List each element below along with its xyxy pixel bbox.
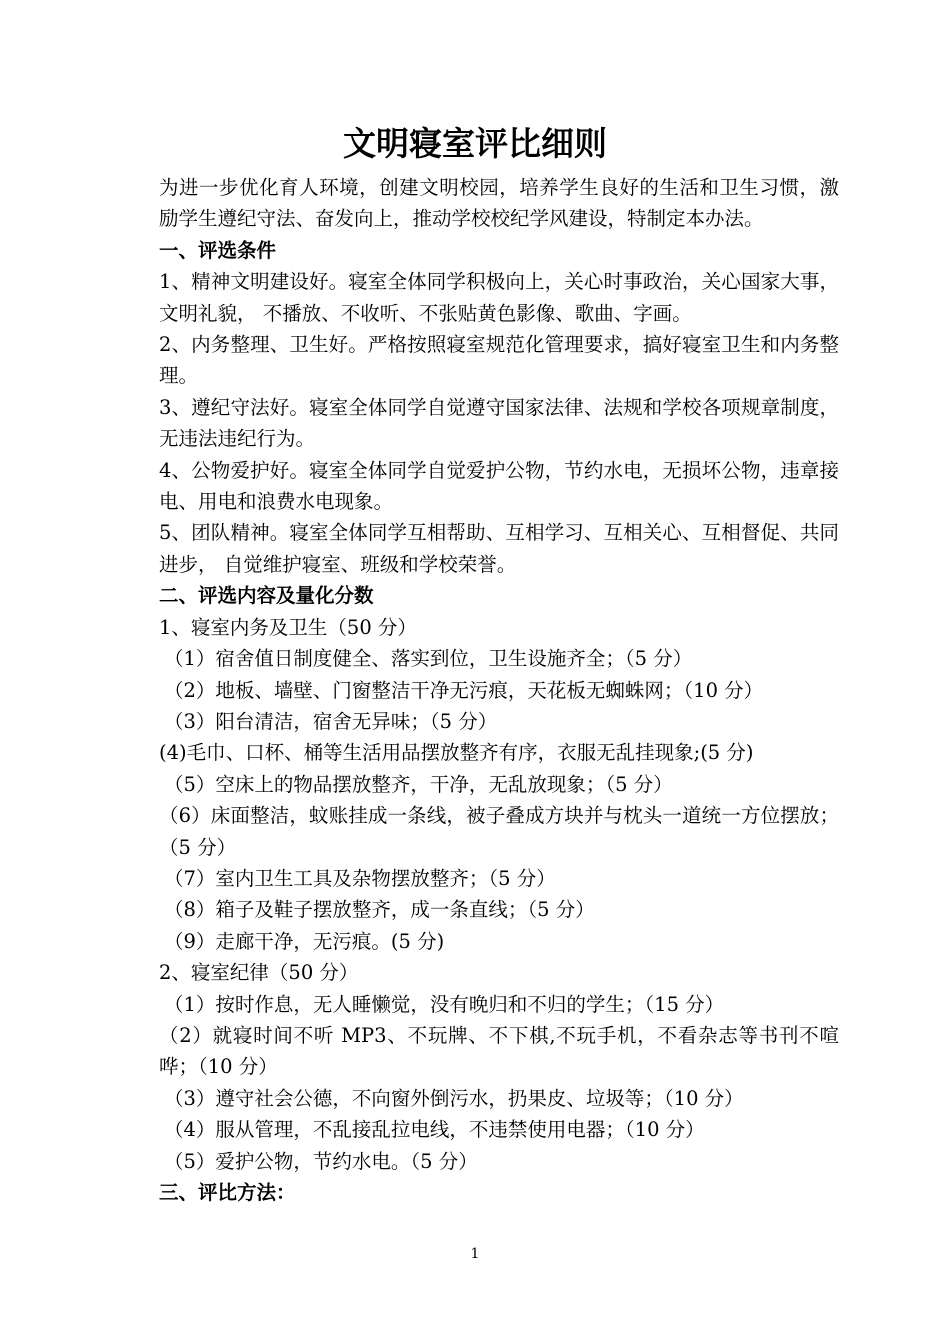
page-title: 文明寝室评比细则 — [343, 124, 607, 163]
criteria-item-2: 2、内务整理、卫生好。严格按照寝室规范化管理要求，搞好寝室卫生和内务整理。 — [159, 333, 839, 388]
document-body — [113, 172, 839, 1208]
discipline-item-1: （1）按时作息，无人睡懒觉，没有晚归和不归的学生；（15 分） — [164, 992, 725, 1016]
hygiene-item-4: (4)毛巾、口杯、桶等生活用品摆放整齐有序，衣服无乱挂现象;(5 分) — [159, 741, 754, 765]
criteria-item-4: 4、公物爱护好。寝室全体同学自觉爱护公物，节约水电，无损坏公物，违章接电、用电和浪费水电现象。 — [159, 458, 839, 514]
hygiene-item-3: （3）阳台清洁，宿舍无异味；（5 分） — [164, 709, 498, 733]
hygiene-item-5: （5）空床上的物品摆放整齐，干净，无乱放现象；（5 分） — [164, 772, 673, 796]
hygiene-item-8: （8）箱子及鞋子摆放整齐，成一条直线；（5 分） — [164, 898, 595, 922]
discipline-item-2: （2）就寝时间不听 MP3、不玩牌、不下棋,不玩手机，不看杂志等书刊不喧哗；（10 分） — [159, 1023, 839, 1079]
page-number: 1 — [470, 1246, 480, 1262]
hygiene-item-9: （9）走廊干净，无污痕。(5 分) — [164, 929, 445, 953]
section-heading-1: 一、评选条件 — [159, 238, 277, 262]
section-heading-2: 二、评选内容及量化分数 — [159, 584, 374, 608]
discipline-item-4: （4）服从管理，不乱接乱拉电线，不违禁使用电器；（10 分） — [164, 1118, 705, 1142]
discipline-item-3: （3）遵守社会公德，不向窗外倒污水，扔果皮、垃圾等；（10 分） — [164, 1086, 744, 1110]
criteria-item-3: 3、遵纪守法好。寝室全体同学自觉遵守国家法律、法规和学校各项规章制度，无违法违纪行为。 — [159, 395, 839, 451]
criteria-item-1: 1、精神文明建设好。寝室全体同学积极向上，关心时事政治，关心国家大事， 文明礼貌， 不播放、不收听、不张贴黄色影像、歌曲、字画。 — [159, 270, 839, 325]
subsection-title-discipline: 2、寝室纪律（50 分） — [159, 961, 359, 985]
discipline-item-5: （5）爱护公物，节约水电。（5 分） — [164, 1149, 478, 1173]
subsection-title-hygiene: 1、寝室内务及卫生（50 分） — [159, 615, 417, 639]
section-heading-3: 三、评比方法： — [159, 1181, 296, 1204]
criteria-item-5: 5、团队精神。寝室全体同学互相帮助、互相学习、互相关心、互相督促、共同进步， 自觉维护寝室、班级和学校荣誉。 — [159, 521, 839, 576]
hygiene-item-2: （2）地板、墙壁、门窗整洁干净无污痕，天花板无蜘蛛网；（10 分） — [164, 678, 764, 702]
hygiene-item-1: （1）宿舍值日制度健全、落实到位，卫生设施齐全；（5 分） — [164, 647, 693, 671]
hygiene-item-6: （6）床面整洁，蚊账挂成一条线，被子叠成方块并与枕头一道统一方位摆放；（5 分） — [159, 804, 839, 859]
hygiene-item-7: （7）室内卫生工具及杂物摆放整齐；（5 分） — [164, 866, 556, 890]
intro-paragraph: 为进一步优化育人环境，创建文明校园，培养学生良好的生活和卫生习惯，激励学生遵纪守法、奋发向上，推动学校校纪学风建设，特制定本办法。 — [159, 176, 839, 231]
